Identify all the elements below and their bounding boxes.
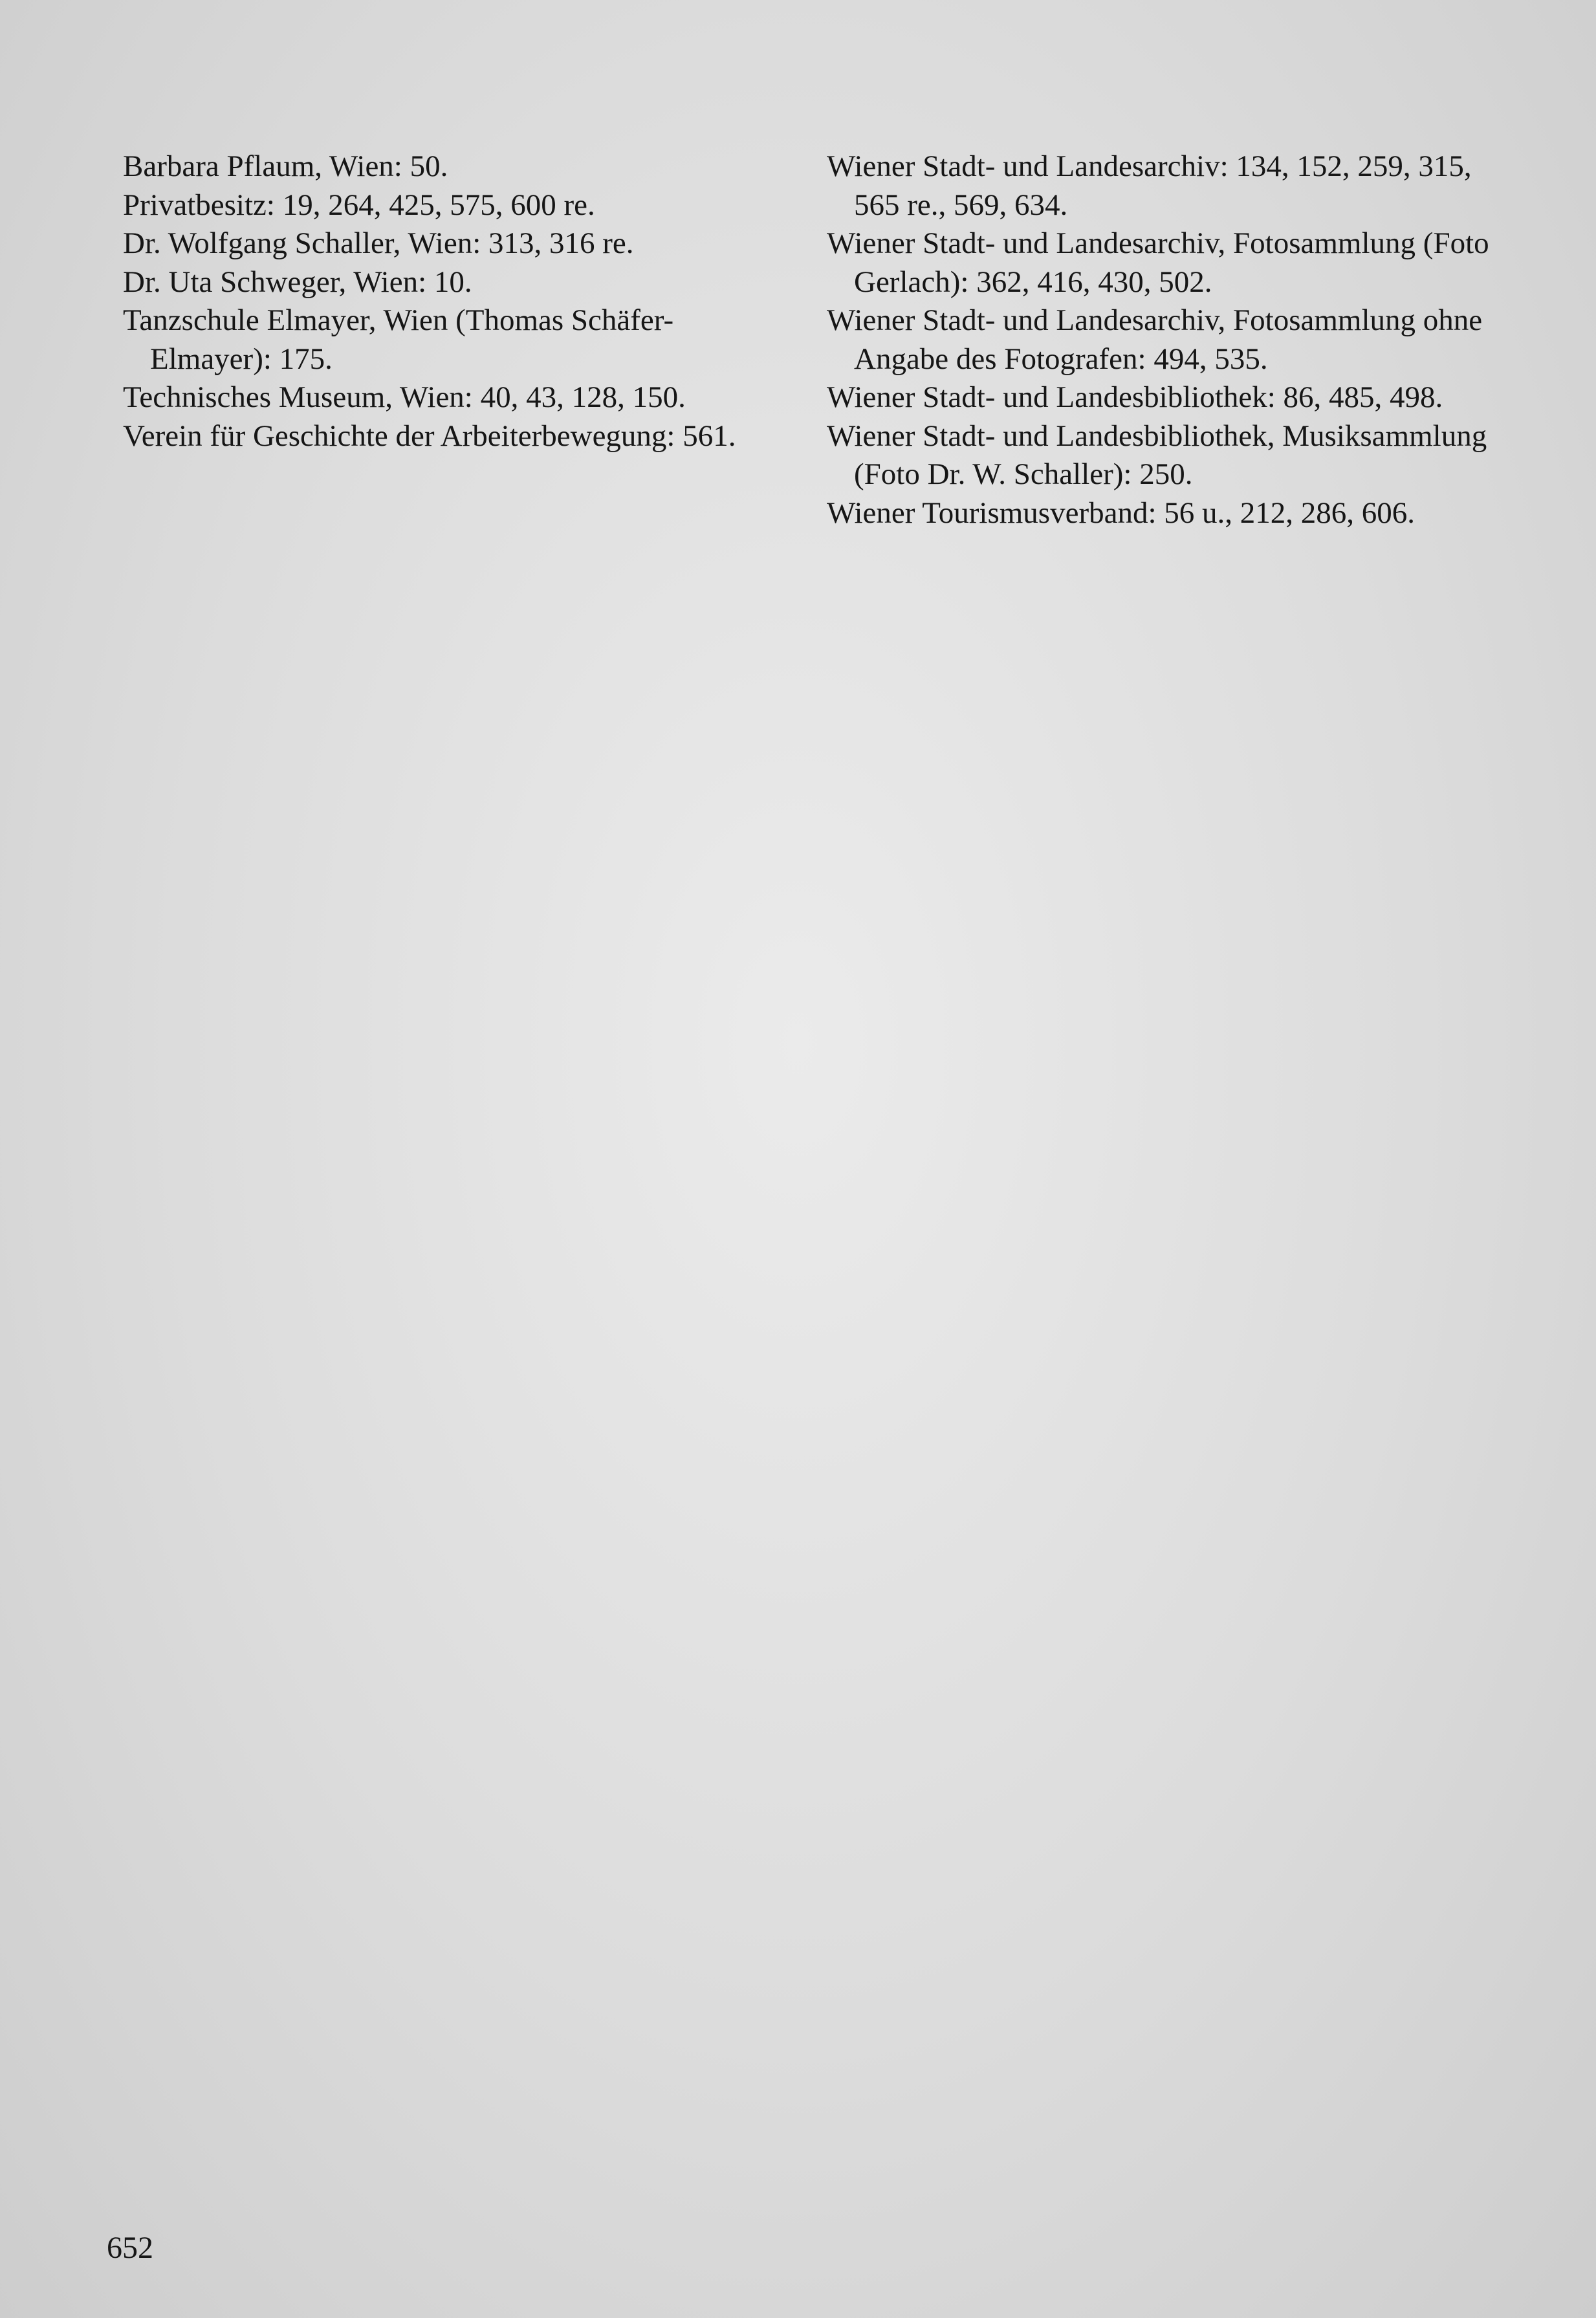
credit-entry: Wiener Stadt- und Landesarchiv, Fotosammlung (Foto Gerlach): 362, 416, 430, 502.	[827, 226, 1489, 299]
credit-entry: Wiener Stadt- und Landesbibliothek, Musiksammlung (Foto Dr. W. Schaller): 250.	[827, 419, 1487, 491]
page-number: 652	[107, 2231, 153, 2265]
credit-entry: Verein für Geschichte der Arbeiterbewegung: 561.	[123, 419, 736, 453]
credit-entry: Barbara Pflaum, Wien: 50.	[123, 149, 448, 183]
credit-entry: Dr. Uta Schweger, Wien: 10.	[123, 265, 472, 299]
credit-entry: Technisches Museum, Wien: 40, 43, 128, 150.	[123, 380, 686, 414]
credit-entry: Privatbesitz: 19, 264, 425, 575, 600 re.	[123, 188, 595, 222]
credit-entry: Wiener Tourismusverband: 56 u., 212, 286, 606.	[827, 496, 1416, 530]
credit-entry: Dr. Wolfgang Schaller, Wien: 313, 316 re.	[123, 226, 634, 260]
credit-entry: Wiener Stadt- und Landesarchiv: 134, 152, 259, 315, 565 re., 569, 634.	[827, 149, 1472, 222]
credits-column-right	[827, 148, 1500, 532]
credits-column-left	[123, 148, 770, 455]
credit-entry: Wiener Stadt- und Landesbibliothek: 86, 485, 498.	[827, 380, 1443, 414]
credit-entry: Tanzschule Elmayer, Wien (Thomas Schäfer-Elmayer): 175.	[123, 303, 674, 376]
credit-entry: Wiener Stadt- und Landesarchiv, Fotosammlung ohne Angabe des Fotografen: 494, 535.	[827, 303, 1483, 376]
